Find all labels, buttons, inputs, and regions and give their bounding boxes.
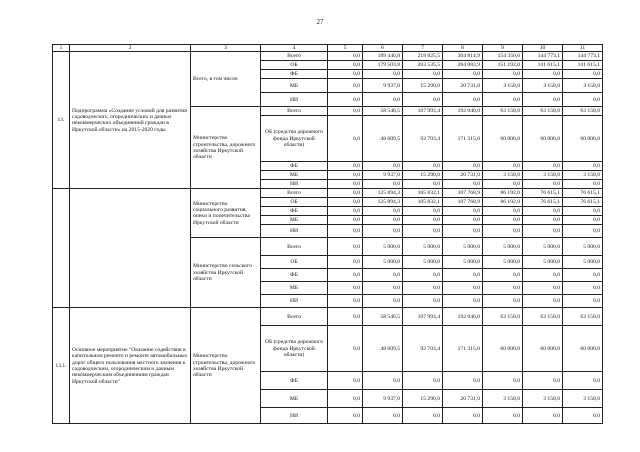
row-number: 13.1. [53, 308, 70, 424]
value-cell: 0,0 [403, 295, 443, 308]
value-cell: 0,0 [483, 372, 523, 390]
column-number: 9 [483, 45, 523, 52]
column-number: 4 [261, 45, 328, 52]
value-cell: 0,0 [363, 162, 403, 171]
value-cell: 0,0 [363, 207, 403, 216]
value-cell: 0,0 [563, 207, 603, 216]
value-cell: 171 315,0 [443, 116, 483, 162]
value-cell: 0,0 [563, 70, 603, 79]
funding-source: Всего [261, 107, 328, 116]
value-cell: 107 768,9 [443, 189, 483, 198]
value-cell: 192 046,0 [443, 107, 483, 116]
value-cell: 0,0 [328, 107, 363, 116]
funding-source: ФБ [261, 269, 328, 282]
value-cell: 0,0 [403, 216, 443, 225]
value-cell: 60 000,0 [523, 116, 563, 162]
value-cell: 9 937,0 [363, 390, 403, 408]
value-cell: 0,0 [523, 408, 563, 424]
funding-source: ОБ (средства дорожного фонда Иркутской области) [261, 326, 328, 372]
value-cell: 0,0 [328, 282, 363, 295]
value-cell: 0,0 [483, 70, 523, 79]
empty-cell [70, 189, 191, 308]
value-cell: 0,0 [328, 79, 363, 93]
funding-source: ФБ [261, 372, 328, 390]
value-cell: 48 609,5 [363, 116, 403, 162]
funding-source: МБ [261, 79, 328, 93]
value-cell: 0,0 [483, 216, 523, 225]
value-cell: 0,0 [363, 295, 403, 308]
value-cell: 192 046,0 [443, 308, 483, 326]
funding-source: ОБ [261, 198, 328, 207]
value-cell: 0,0 [363, 180, 403, 189]
funding-source: ФБ [261, 70, 328, 79]
value-cell: 107 993,4 [403, 308, 443, 326]
funding-source: ИИ [261, 93, 328, 107]
row-number: 13. [53, 52, 70, 189]
value-cell: 0,0 [483, 408, 523, 424]
value-cell: 5 000,0 [363, 238, 403, 256]
value-cell: 63 158,0 [563, 308, 603, 326]
value-cell: 60 000,0 [563, 326, 603, 372]
value-cell: 0,0 [328, 116, 363, 162]
column-number: 5 [328, 45, 363, 52]
value-cell: 0,0 [328, 180, 363, 189]
value-cell: 9 937,0 [363, 79, 403, 93]
value-cell: 5 000,0 [483, 256, 523, 269]
value-cell: 0,0 [363, 269, 403, 282]
value-cell: 0,0 [328, 162, 363, 171]
value-cell: 144 773,1 [523, 52, 563, 61]
value-cell: 0,0 [443, 372, 483, 390]
value-cell: 0,0 [363, 408, 403, 424]
funding-source: Всего [261, 238, 328, 256]
value-cell: 203 535,5 [403, 61, 443, 70]
value-cell: 0,0 [443, 207, 483, 216]
value-cell: 0,0 [363, 282, 403, 295]
value-cell: 154 350,0 [483, 52, 523, 61]
value-cell: 0,0 [483, 269, 523, 282]
value-cell: 92 703,4 [403, 116, 443, 162]
measure-name: Основное мероприятие "Оказание содействия в капитальном ремонте и ремонте автомобильных дорог общего пользования местного значения к садоводческим, огородническим и дачным некоммерческим объединениям граждан Иркутской области" [70, 308, 191, 424]
responsible-executor: Министерство сельского хозяйства Иркутской области [191, 238, 261, 308]
value-cell: 0,0 [563, 282, 603, 295]
value-cell: 76 615,1 [523, 198, 563, 207]
value-cell: 0,0 [563, 216, 603, 225]
value-cell: 0,0 [523, 180, 563, 189]
value-cell: 0,0 [328, 308, 363, 326]
value-cell: 5 000,0 [363, 256, 403, 269]
value-cell: 0,0 [523, 295, 563, 308]
header-row [53, 45, 603, 52]
value-cell: 0,0 [563, 180, 603, 189]
value-cell: 0,0 [363, 372, 403, 390]
value-cell: 105 832,1 [403, 198, 443, 207]
value-cell: 92 703,4 [403, 326, 443, 372]
funding-source: ФБ [261, 162, 328, 171]
value-cell: 0,0 [403, 70, 443, 79]
value-cell: 3 158,0 [523, 390, 563, 408]
funding-source: Всего [261, 189, 328, 198]
value-cell: 0,0 [328, 225, 363, 238]
value-cell: 0,0 [483, 180, 523, 189]
value-cell: 0,0 [563, 295, 603, 308]
column-number: 11 [563, 45, 603, 52]
value-cell: 0,0 [328, 189, 363, 198]
value-cell: 3 158,0 [523, 171, 563, 180]
value-cell: 5 000,0 [523, 238, 563, 256]
value-cell: 218 825,5 [403, 52, 443, 61]
value-cell: 0,0 [328, 61, 363, 70]
value-cell: 86 192,0 [483, 198, 523, 207]
value-cell: 0,0 [483, 225, 523, 238]
value-cell: 0,0 [328, 408, 363, 424]
funding-source: ИИ [261, 408, 328, 424]
value-cell: 60 000,0 [483, 326, 523, 372]
value-cell: 63 158,0 [523, 308, 563, 326]
value-cell: 60 000,0 [523, 326, 563, 372]
value-cell: 304 814,9 [443, 52, 483, 61]
value-cell: 0,0 [483, 207, 523, 216]
value-cell: 0,0 [443, 408, 483, 424]
funding-source: МБ [261, 390, 328, 408]
value-cell: 0,0 [443, 70, 483, 79]
funding-source: МБ [261, 216, 328, 225]
funding-source: ОБ (средства дорожного фонда Иркутской области) [261, 116, 328, 162]
value-cell: 0,0 [403, 408, 443, 424]
value-cell: 107 768,9 [443, 198, 483, 207]
value-cell: 0,0 [328, 70, 363, 79]
value-cell: 144 773,1 [563, 52, 603, 61]
value-cell: 9 937,0 [363, 171, 403, 180]
column-number: 10 [523, 45, 563, 52]
value-cell: 3 158,0 [483, 171, 523, 180]
value-cell: 20 731,0 [443, 79, 483, 93]
table-row [53, 308, 603, 326]
value-cell: 0,0 [483, 93, 523, 107]
value-cell: 86 192,0 [483, 189, 523, 198]
value-cell: 0,0 [403, 225, 443, 238]
value-cell: 15 290,0 [403, 79, 443, 93]
value-cell: 0,0 [328, 238, 363, 256]
value-cell: 0,0 [563, 225, 603, 238]
value-cell: 5 000,0 [443, 238, 483, 256]
value-cell: 0,0 [523, 372, 563, 390]
value-cell: 60 000,0 [483, 116, 523, 162]
value-cell: 0,0 [523, 282, 563, 295]
value-cell: 15 290,0 [403, 390, 443, 408]
value-cell: 63 158,0 [483, 107, 523, 116]
value-cell: 20 731,0 [443, 171, 483, 180]
value-cell: 105 832,1 [403, 189, 443, 198]
value-cell: 0,0 [443, 216, 483, 225]
funding-source: ОБ [261, 61, 328, 70]
funding-source: МБ [261, 171, 328, 180]
column-number: 3 [191, 45, 261, 52]
value-cell: 3 158,0 [523, 79, 563, 93]
value-cell: 0,0 [363, 70, 403, 79]
value-cell: 0,0 [443, 269, 483, 282]
value-cell: 141 615,1 [523, 61, 563, 70]
funding-source: МБ [261, 282, 328, 295]
value-cell: 0,0 [403, 372, 443, 390]
column-number: 2 [70, 45, 191, 52]
value-cell: 0,0 [403, 282, 443, 295]
value-cell: 107 993,4 [403, 107, 443, 116]
value-cell: 0,0 [523, 269, 563, 282]
value-cell: 0,0 [363, 225, 403, 238]
value-cell: 63 158,0 [523, 107, 563, 116]
responsible-executor: Министерство строительства, дорожного хозяйства Иркутской области [191, 107, 261, 189]
value-cell: 0,0 [483, 162, 523, 171]
value-cell: 0,0 [483, 295, 523, 308]
value-cell: 0,0 [328, 326, 363, 372]
value-cell: 0,0 [328, 171, 363, 180]
value-cell: 5 000,0 [563, 238, 603, 256]
value-cell: 60 000,0 [563, 116, 603, 162]
value-cell: 3 158,0 [563, 79, 603, 93]
value-cell: 0,0 [328, 216, 363, 225]
value-cell: 0,0 [443, 93, 483, 107]
value-cell: 0,0 [403, 93, 443, 107]
table-row [53, 52, 603, 61]
column-number: 6 [363, 45, 403, 52]
funding-source: Всего [261, 308, 328, 326]
value-cell: 0,0 [328, 93, 363, 107]
column-number: 1 [53, 45, 70, 52]
value-cell: 0,0 [563, 408, 603, 424]
value-cell: 5 000,0 [443, 256, 483, 269]
value-cell: 0,0 [523, 70, 563, 79]
value-cell: 5 000,0 [563, 256, 603, 269]
program-name: Подпрограмма «Создание условий для развития садоводческих, огороднических и дачных некоммерческих объединений граждан в Иркутской области» на 2015-2020 годы [70, 52, 191, 189]
value-cell: 5 000,0 [403, 256, 443, 269]
value-cell: 0,0 [443, 225, 483, 238]
value-cell: 0,0 [328, 52, 363, 61]
page-number: 27 [316, 18, 324, 26]
value-cell: 0,0 [328, 207, 363, 216]
value-cell: 0,0 [328, 295, 363, 308]
value-cell: 125 894,3 [363, 198, 403, 207]
table-row [53, 189, 603, 198]
value-cell: 141 615,1 [563, 61, 603, 70]
value-cell: 58 546,5 [363, 107, 403, 116]
value-cell: 0,0 [563, 162, 603, 171]
value-cell: 63 158,0 [483, 308, 523, 326]
value-cell: 0,0 [328, 390, 363, 408]
funding-source: ИИ [261, 295, 328, 308]
value-cell: 189 440,8 [363, 52, 403, 61]
value-cell: 0,0 [563, 372, 603, 390]
column-number: 8 [443, 45, 483, 52]
empty-cell [53, 189, 70, 308]
responsible-executor: Всего, в том числе: [191, 52, 261, 107]
value-cell: 0,0 [363, 93, 403, 107]
value-cell: 179 503,8 [363, 61, 403, 70]
funding-source: ИИ [261, 180, 328, 189]
funding-source: Всего [261, 52, 328, 61]
value-cell: 0,0 [523, 225, 563, 238]
value-cell: 0,0 [403, 207, 443, 216]
value-cell: 5 000,0 [523, 256, 563, 269]
value-cell: 5 000,0 [403, 238, 443, 256]
value-cell: 151 192,0 [483, 61, 523, 70]
funding-source: ФБ [261, 207, 328, 216]
value-cell: 48 609,5 [363, 326, 403, 372]
value-cell: 20 731,0 [443, 390, 483, 408]
value-cell: 76 615,1 [563, 189, 603, 198]
value-cell: 0,0 [563, 93, 603, 107]
value-cell: 76 615,1 [523, 189, 563, 198]
value-cell: 3 158,0 [483, 390, 523, 408]
value-cell: 0,0 [523, 93, 563, 107]
value-cell: 3 158,0 [563, 171, 603, 180]
value-cell: 0,0 [328, 198, 363, 207]
funding-source: ИИ [261, 225, 328, 238]
column-number: 7 [403, 45, 443, 52]
value-cell: 0,0 [363, 216, 403, 225]
responsible-executor: Министерство строительства, дорожного хозяйства Иркутской области [191, 308, 261, 424]
value-cell: 0,0 [328, 372, 363, 390]
value-cell: 58 546,5 [363, 308, 403, 326]
value-cell: 125 894,3 [363, 189, 403, 198]
value-cell: 63 158,0 [563, 107, 603, 116]
value-cell: 15 290,0 [403, 171, 443, 180]
funding-source: ОБ [261, 256, 328, 269]
budget-table [52, 44, 603, 424]
value-cell: 0,0 [483, 282, 523, 295]
value-cell: 0,0 [523, 216, 563, 225]
responsible-executor: Министерство социального развития, опеки и попечительства Иркутской области [191, 189, 261, 238]
value-cell: 3 158,0 [563, 390, 603, 408]
value-cell: 5 000,0 [483, 238, 523, 256]
value-cell: 0,0 [443, 295, 483, 308]
value-cell: 0,0 [328, 256, 363, 269]
value-cell: 0,0 [403, 162, 443, 171]
value-cell: 284 083,9 [443, 61, 483, 70]
value-cell: 0,0 [443, 282, 483, 295]
value-cell: 0,0 [443, 162, 483, 171]
value-cell: 0,0 [443, 180, 483, 189]
value-cell: 0,0 [403, 180, 443, 189]
value-cell: 0,0 [523, 207, 563, 216]
value-cell: 0,0 [523, 162, 563, 171]
value-cell: 0,0 [403, 269, 443, 282]
value-cell: 0,0 [328, 269, 363, 282]
value-cell: 171 315,0 [443, 326, 483, 372]
value-cell: 0,0 [563, 269, 603, 282]
value-cell: 3 158,0 [483, 79, 523, 93]
value-cell: 76 615,1 [563, 198, 603, 207]
